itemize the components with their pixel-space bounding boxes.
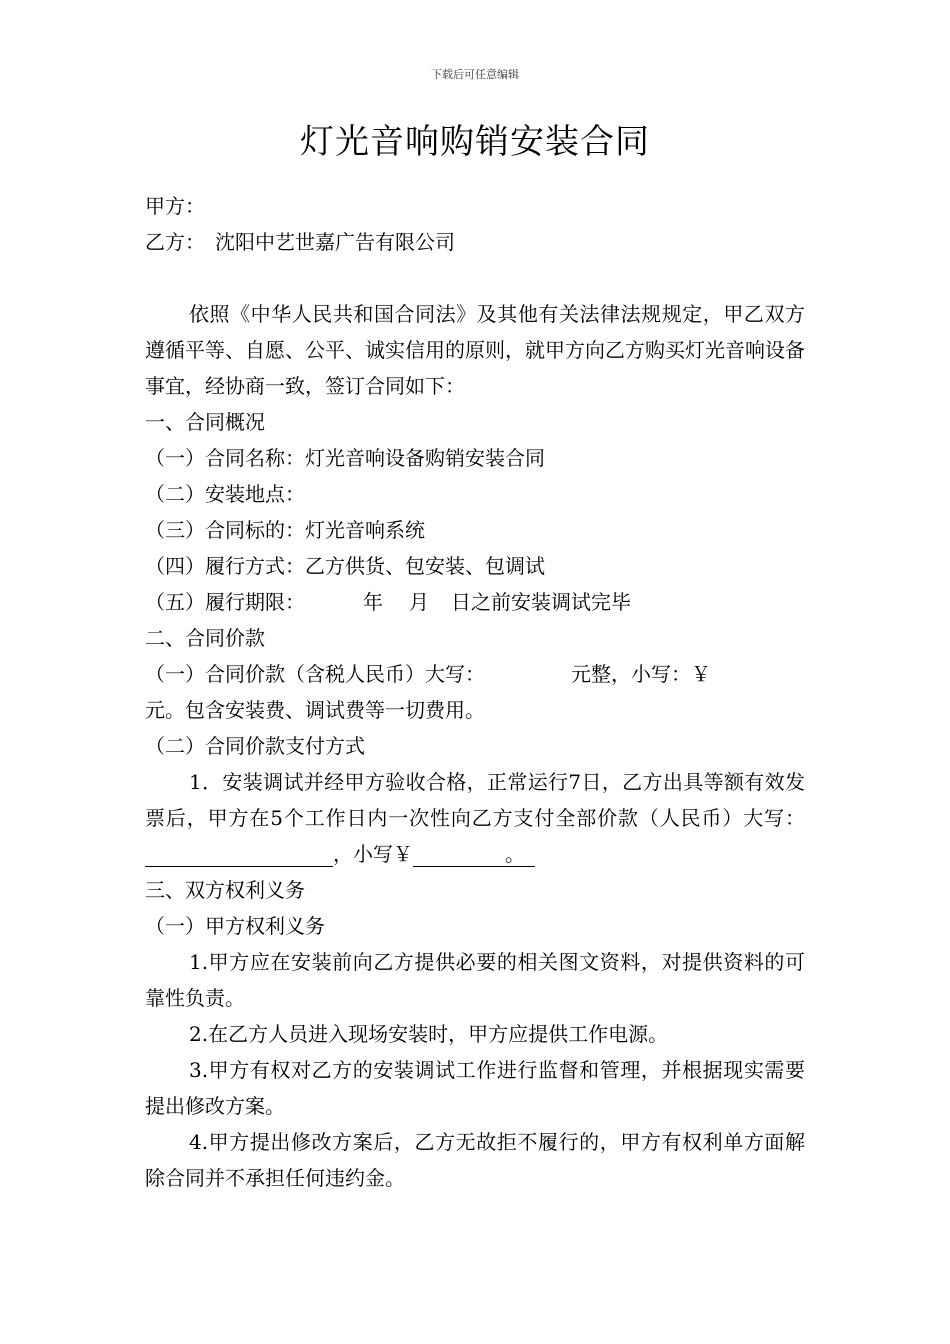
section3-subheading: （一）甲方权利义务 bbox=[145, 914, 325, 938]
section3-item-3: 3.甲方有权对乙方的安装调试工作进行监督和管理，并根据现实需要提出修改方案。 bbox=[145, 1058, 805, 1118]
price-mid: 元整，小写：￥ bbox=[571, 662, 711, 686]
payment-text: 1．安装调试并经甲方验收合格，正常运行7日，乙方出具等额有效发票后，甲方在5个工作日内一次性向乙方支付全部价款（人民币）大写： bbox=[145, 770, 805, 830]
price-label: （一）合同价款（含税人民币）大写： bbox=[145, 662, 485, 686]
party-a-line: 甲方： bbox=[145, 194, 205, 218]
section3-item-1: 1.甲方应在安装前向乙方提供必要的相关图文资料，对提供资料的可靠性负责。 bbox=[145, 950, 805, 1010]
term-month: 月 bbox=[409, 590, 429, 614]
price-tail-line: 元。包含安装费、调试费等一切费用。 bbox=[145, 698, 485, 722]
section1-item-2: （二）安装地点： bbox=[145, 482, 305, 506]
payment-heading: （二）合同价款支付方式 bbox=[145, 734, 365, 758]
party-b-line bbox=[145, 224, 805, 260]
section1-item-5 bbox=[145, 584, 805, 620]
document-title: 灯光音响购销安装合同 bbox=[300, 122, 650, 162]
document-body bbox=[145, 188, 805, 1196]
section1-item-3: （三）合同标的：灯光音响系统 bbox=[145, 518, 425, 542]
section2-heading: 二、合同价款 bbox=[145, 626, 265, 650]
section3-item-4: 4.甲方提出修改方案后，乙方无故拒不履行的，甲方有权利单方面解除合同并不承担任何违约金。 bbox=[145, 1130, 805, 1190]
payment-end: 。 bbox=[505, 842, 525, 866]
payment-amount-blank bbox=[145, 842, 333, 867]
section1-item-4: （四）履行方式：乙方供货、包安装、包调试 bbox=[145, 554, 545, 578]
section3-item-2: 2.在乙方人员进入现场安装时，甲方应提供工作电源。 bbox=[189, 1022, 669, 1046]
preamble-paragraph: 依照《中华人民共和国合同法》及其他有关法律法规规定，甲乙双方遵循平等、自愿、公平、诚实信用的原则，就甲方向乙方购买灯光音响设备事宜，经协商一致，签订合同如下： bbox=[145, 302, 805, 398]
header-note: 下载后可任意编辑 bbox=[431, 68, 519, 81]
party-b-label: 乙方： bbox=[145, 230, 205, 254]
term-year: 年 bbox=[363, 590, 383, 614]
payment-paragraph bbox=[145, 764, 805, 872]
spacer bbox=[145, 260, 805, 296]
section3-heading: 三、双方权利义务 bbox=[145, 878, 305, 902]
price-line bbox=[145, 656, 805, 692]
term-rest: 日之前安装调试完毕 bbox=[451, 590, 631, 614]
party-b-name: 沈阳中艺世嘉广告有限公司 bbox=[215, 230, 455, 254]
section1-heading: 一、合同概况 bbox=[145, 410, 265, 434]
payment-small-blank bbox=[413, 842, 535, 867]
section1-item-1: （一）合同名称：灯光音响设备购销安装合同 bbox=[145, 446, 545, 470]
payment-small-label: ，小写￥ bbox=[333, 842, 413, 866]
term-label: （五）履行期限： bbox=[145, 590, 305, 614]
